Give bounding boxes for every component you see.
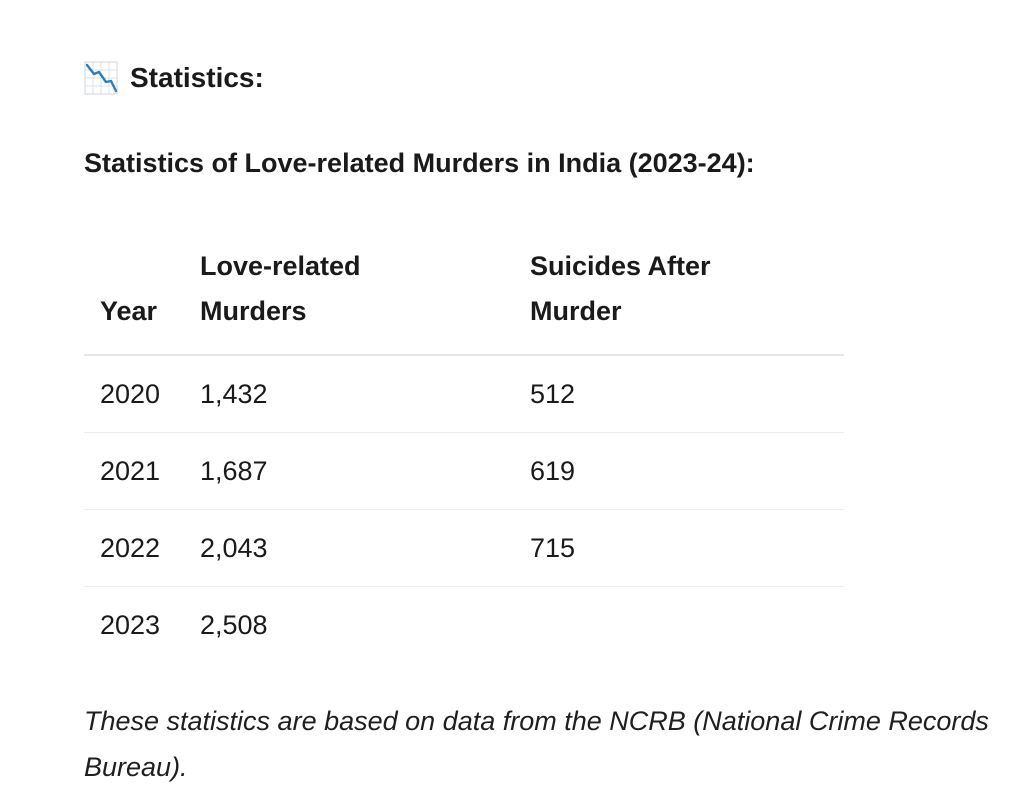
table-row [84,433,844,510]
cell-suicides: 715 [514,510,844,587]
source-footnote: These statistics are based on data from the NCRB (National Crime Records Bureau). [84,706,989,782]
header-year: Year [84,240,184,355]
cell-murders: 1,432 [184,355,514,433]
table-row [84,510,844,587]
cell-murders: 2,043 [184,510,514,587]
table-row [84,355,844,433]
section-title: Statistics: [130,62,264,93]
cell-suicides [514,587,844,664]
cell-year: 2022 [84,510,184,587]
header-love-related-murders: Love-related Murders [184,240,514,355]
cell-year: 2023 [100,610,161,640]
cell-year: 2021 [84,433,184,510]
table-title: Statistics of Love-related Murders in India (2023-24): [84,148,755,178]
cell-suicides: 512 [514,355,844,433]
cell-murders: 2,508 [200,610,268,640]
cell-suicides: 619 [514,433,844,510]
header-suicides-after-murder: Suicides After Murder [514,240,844,355]
statistics-table [84,240,844,663]
section-heading [84,58,264,98]
cell-year: 2020 [84,355,184,433]
table-row [84,587,844,664]
cell-murders: 1,687 [184,433,514,510]
chart-decreasing-icon [84,61,118,95]
table-header-row [84,240,844,355]
